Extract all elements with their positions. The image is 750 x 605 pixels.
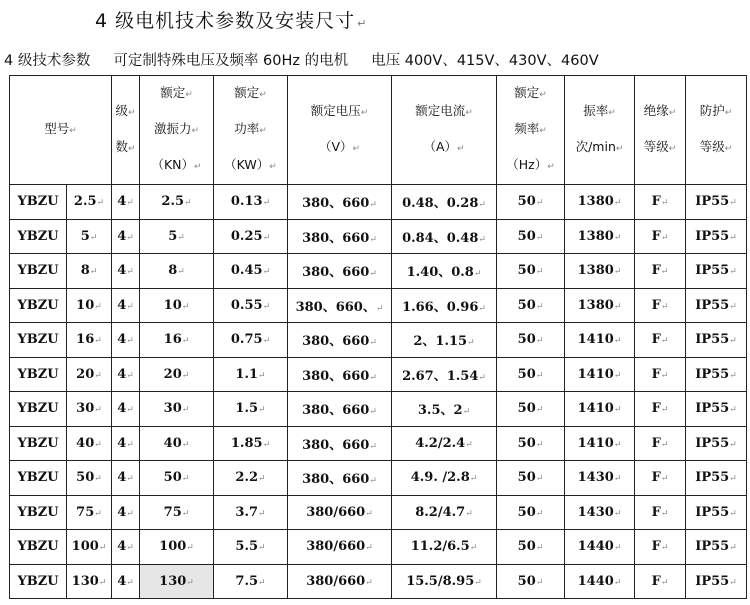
- cell-force: 10↵: [140, 288, 214, 323]
- header-protection: 防护↵ 等级↵: [686, 76, 747, 185]
- table-row: [10, 323, 747, 358]
- cell-voltage: 380、660↵: [288, 219, 392, 254]
- parameter-table: [9, 75, 747, 599]
- cell-insul: F↵: [635, 426, 686, 461]
- cell-poles: 4↵: [112, 530, 140, 565]
- cell-force: 40↵: [140, 426, 214, 461]
- cell-current: 4.2/2.4↵: [392, 426, 497, 461]
- cell-insul: F↵: [635, 254, 686, 289]
- cell-poles: 4↵: [112, 392, 140, 427]
- cell-force: 2.5↵: [140, 185, 214, 220]
- cell-voltage: 380、660↵: [288, 357, 392, 392]
- cell-power: 1.85↵: [214, 426, 288, 461]
- cell-insul: F↵: [635, 461, 686, 496]
- cell-vib: 1410↵: [565, 357, 635, 392]
- cell-poles: 4↵: [112, 254, 140, 289]
- cell-model: YBZU: [10, 495, 67, 530]
- cell-freq: 50↵: [497, 564, 565, 599]
- cell-vib: 1440↵: [565, 564, 635, 599]
- cell-force: 20↵: [140, 357, 214, 392]
- cell-force: 8↵: [140, 254, 214, 289]
- cell-force: 50↵: [140, 461, 214, 496]
- cell-freq: 50↵: [497, 254, 565, 289]
- document-title: 4 级电机技术参数及安装尺寸 ↵: [95, 10, 368, 32]
- cell-model: YBZU: [10, 219, 67, 254]
- cell-poles: 4↵: [112, 219, 140, 254]
- cell-current: 1.66、0.96↵: [392, 288, 497, 323]
- cell-power: 7.5↵: [214, 564, 288, 599]
- table-row: [10, 254, 747, 289]
- cell-insul: F↵: [635, 392, 686, 427]
- paragraph-mark-icon: ↵: [357, 17, 368, 30]
- cell-freq: 50↵: [497, 495, 565, 530]
- cell-model: YBZU: [10, 392, 67, 427]
- cell-vib: 1410↵: [565, 323, 635, 358]
- cell-poles: 4↵: [112, 564, 140, 599]
- header-model: 型号↵: [10, 76, 112, 185]
- subtitle-voltages: 电压 400V、415V、430V、460V: [371, 53, 599, 69]
- cell-insul: F↵: [635, 530, 686, 565]
- cell-protect: IP55↵: [686, 254, 747, 289]
- cell-freq: 50↵: [497, 185, 565, 220]
- cell-size: 20↵: [67, 357, 112, 392]
- header-rated-voltage: 额定电压↵ （V）↵: [288, 76, 392, 185]
- cell-protect: IP55↵: [686, 392, 747, 427]
- cell-freq: 50↵: [497, 219, 565, 254]
- cell-voltage: 380/660↵: [288, 495, 392, 530]
- cell-size: 75↵: [67, 495, 112, 530]
- cell-force: 100↵: [140, 530, 214, 565]
- cell-protect: IP55↵: [686, 426, 747, 461]
- table-row: [10, 219, 747, 254]
- cell-model: YBZU: [10, 461, 67, 496]
- cell-current: 2、1.15↵: [392, 323, 497, 358]
- cell-vib: 1440↵: [565, 530, 635, 565]
- cell-poles: 4↵: [112, 495, 140, 530]
- cell-vib: 1380↵: [565, 288, 635, 323]
- document-subtitle: [4, 49, 599, 70]
- cell-model: YBZU: [10, 426, 67, 461]
- cell-voltage: 380、660↵: [288, 461, 392, 496]
- cell-size: 50↵: [67, 461, 112, 496]
- cell-freq: 50↵: [497, 323, 565, 358]
- header-rated-force: 额定↵ 激振力↵ （KN）↵: [140, 76, 214, 185]
- cell-voltage: 380、660↵: [288, 426, 392, 461]
- cell-current: 3.5、2↵: [392, 392, 497, 427]
- cell-insul: F↵: [635, 495, 686, 530]
- cell-model: YBZU: [10, 564, 67, 599]
- cell-freq: 50↵: [497, 357, 565, 392]
- cell-poles: 4↵: [112, 323, 140, 358]
- header-rated-current: 额定电流↵ （A）↵: [392, 76, 497, 185]
- cell-poles: 4↵: [112, 288, 140, 323]
- cell-voltage: 380、660↵: [288, 254, 392, 289]
- header-rated-frequency: 额定↵ 频率↵ （Hz）↵: [497, 76, 565, 185]
- cell-power: 0.25↵: [214, 219, 288, 254]
- cell-current: 8.2/4.7↵: [392, 495, 497, 530]
- cell-protect: IP55↵: [686, 530, 747, 565]
- cell-power: 0.13↵: [214, 185, 288, 220]
- cell-protect: IP55↵: [686, 461, 747, 496]
- cell-poles: 4↵: [112, 461, 140, 496]
- table-row: [10, 530, 747, 565]
- cell-force: 130↵: [140, 564, 214, 599]
- cell-current: 2.67、1.54↵: [392, 357, 497, 392]
- cell-freq: 50↵: [497, 392, 565, 427]
- table-row: [10, 495, 747, 530]
- cell-force: 5↵: [140, 219, 214, 254]
- cell-insul: F↵: [635, 323, 686, 358]
- cell-voltage: 380、660↵: [288, 185, 392, 220]
- subtitle-custom-note: 可定制特殊电压及频率 60Hz 的电机: [113, 53, 349, 69]
- cell-protect: IP55↵: [686, 323, 747, 358]
- cell-size: 8↵: [67, 254, 112, 289]
- cell-protect: IP55↵: [686, 357, 747, 392]
- cell-model: YBZU: [10, 323, 67, 358]
- cell-poles: 4↵: [112, 185, 140, 220]
- cell-vib: 1380↵: [565, 219, 635, 254]
- cell-power: 0.55↵: [214, 288, 288, 323]
- cell-insul: F↵: [635, 219, 686, 254]
- table-header-row: [10, 76, 747, 185]
- subtitle-section: 4 级技术参数: [4, 53, 91, 69]
- cell-vib: 1380↵: [565, 185, 635, 220]
- header-poles: 级↵ 数↵: [112, 76, 140, 185]
- cell-power: 5.5↵: [214, 530, 288, 565]
- cell-vib: 1410↵: [565, 392, 635, 427]
- cell-size: 40↵: [67, 426, 112, 461]
- cell-freq: 50↵: [497, 426, 565, 461]
- cell-vib: 1380↵: [565, 254, 635, 289]
- cell-size: 10↵: [67, 288, 112, 323]
- cell-voltage: 380、660、↵: [288, 288, 392, 323]
- cell-power: 1.5↵: [214, 392, 288, 427]
- cell-protect: IP55↵: [686, 564, 747, 599]
- cell-current: 4.9. /2.8↵: [392, 461, 497, 496]
- cell-force: 30↵: [140, 392, 214, 427]
- header-insulation: 绝缘↵ 等级↵: [635, 76, 686, 185]
- cell-model: YBZU: [10, 357, 67, 392]
- cell-model: YBZU: [10, 254, 67, 289]
- table-body: [10, 185, 747, 599]
- header-rated-power: 额定↵ 功率↵ （KW）↵: [214, 76, 288, 185]
- cell-insul: F↵: [635, 564, 686, 599]
- header-vibration-rate: 振率↵ 次/min↵: [565, 76, 635, 185]
- cell-size: 30↵: [67, 392, 112, 427]
- cell-voltage: 380、660↵: [288, 392, 392, 427]
- cell-current: 0.84、0.48↵: [392, 219, 497, 254]
- cell-current: 0.48、0.28↵: [392, 185, 497, 220]
- table-row: [10, 461, 747, 496]
- cell-model: YBZU: [10, 185, 67, 220]
- cell-power: 1.1↵: [214, 357, 288, 392]
- cell-current: 1.40、0.8↵: [392, 254, 497, 289]
- cell-insul: F↵: [635, 185, 686, 220]
- cell-size: 2.5↵: [67, 185, 112, 220]
- cell-protect: IP55↵: [686, 288, 747, 323]
- cell-force: 16↵: [140, 323, 214, 358]
- cell-vib: 1410↵: [565, 426, 635, 461]
- cell-protect: IP55↵: [686, 185, 747, 220]
- cell-size: 100↵: [67, 530, 112, 565]
- cell-size: 130↵: [67, 564, 112, 599]
- cell-protect: IP55↵: [686, 219, 747, 254]
- cell-power: 0.75↵: [214, 323, 288, 358]
- table-row: [10, 357, 747, 392]
- cell-insul: F↵: [635, 288, 686, 323]
- cell-voltage: 380/660↵: [288, 530, 392, 565]
- table-row: [10, 185, 747, 220]
- cell-vib: 1430↵: [565, 495, 635, 530]
- table-row: [10, 426, 747, 461]
- cell-freq: 50↵: [497, 288, 565, 323]
- table-row: [10, 392, 747, 427]
- cell-voltage: 380/660↵: [288, 564, 392, 599]
- cell-power: 2.2↵: [214, 461, 288, 496]
- cell-poles: 4↵: [112, 357, 140, 392]
- cell-size: 5↵: [67, 219, 112, 254]
- table-row: [10, 564, 747, 599]
- cell-insul: F↵: [635, 357, 686, 392]
- cell-freq: 50↵: [497, 530, 565, 565]
- cell-current: 15.5/8.95↵: [392, 564, 497, 599]
- cell-power: 3.7↵: [214, 495, 288, 530]
- cell-force: 75↵: [140, 495, 214, 530]
- cell-power: 0.45↵: [214, 254, 288, 289]
- cell-vib: 1430↵: [565, 461, 635, 496]
- cell-size: 16↵: [67, 323, 112, 358]
- cell-model: YBZU: [10, 288, 67, 323]
- cell-protect: IP55↵: [686, 495, 747, 530]
- cell-poles: 4↵: [112, 426, 140, 461]
- cell-model: YBZU: [10, 530, 67, 565]
- cell-voltage: 380、660↵: [288, 323, 392, 358]
- cell-current: 11.2/6.5↵: [392, 530, 497, 565]
- cell-freq: 50↵: [497, 461, 565, 496]
- table-row: [10, 288, 747, 323]
